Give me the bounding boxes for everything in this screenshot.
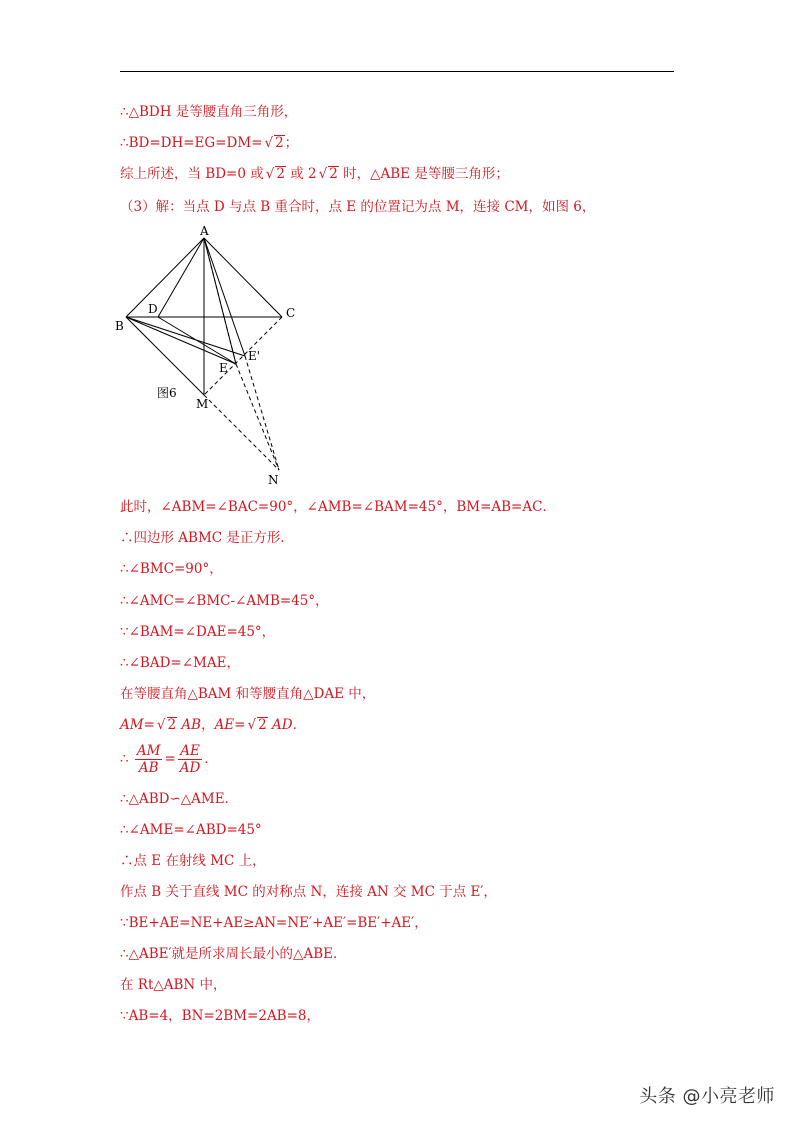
segment-ae-prime (204, 238, 245, 356)
text-line-5: 此时，∠ABM=∠BAC=90°，∠AMB=∠BAM=45°，BM=AB=AC． (120, 499, 556, 515)
var-ad: AD (267, 717, 293, 733)
text-line-17: 作点 B 关于直线 MC 的对称点 N，连接 AN 交 MC 于点 E′， (120, 884, 497, 900)
fraction-am-ab (135, 743, 163, 776)
period: ． (292, 717, 307, 733)
comma: ， (201, 717, 215, 733)
text-line-13 (120, 743, 218, 776)
sqrt-sign: √ (156, 717, 166, 733)
equals: = (143, 717, 155, 733)
var-ae: AE (214, 717, 235, 733)
text-line-2 (120, 134, 298, 152)
text-line-14: ∴△ABD∽△AME． (120, 791, 239, 807)
denominator: AB (138, 760, 159, 776)
text-line-3-mid: 或 2 (290, 166, 317, 182)
text-line-11: 在等腰直角△BAM 和等腰直角△DAE 中， (120, 686, 376, 702)
text-line-8: ∴∠AMC=∠BMC-∠AMB=45°， (120, 593, 329, 609)
label-c: C (286, 306, 296, 320)
figure-caption: 图6 (157, 386, 177, 400)
equals: = (234, 717, 246, 733)
label-e-prime: E' (248, 349, 261, 363)
text-line-1: ∴△BDH 是等腰直角三角形， (120, 104, 298, 120)
period: ． (204, 751, 218, 767)
text-line-20: 在 Rt△ABN 中， (120, 977, 227, 993)
equals: = (164, 751, 176, 767)
fraction-ae-ad (178, 743, 203, 776)
sqrt-sign: √ (265, 166, 275, 182)
sqrt-sign: √ (247, 717, 257, 733)
geometry-figure-6 (112, 220, 312, 495)
text-line-3 (120, 165, 509, 183)
radical: 2 (329, 166, 338, 182)
text-line-7: ∴∠BMC=90°， (120, 561, 223, 577)
label-d: D (148, 302, 158, 316)
numerator: AE (178, 743, 203, 760)
header-rule (120, 71, 674, 72)
label-e: E (219, 361, 228, 375)
var-ab: AB (177, 717, 202, 733)
therefore: ∴ (120, 751, 129, 767)
label-n: N (268, 473, 279, 487)
sqrt-sign: √ (318, 166, 328, 182)
radical: 2 (167, 717, 177, 733)
var-am: AM (120, 717, 144, 733)
watermark: 头条 @小亮老师 (639, 1086, 775, 1107)
numerator: AM (136, 743, 161, 759)
label-m: M (196, 397, 209, 411)
denominator: AD (179, 760, 201, 776)
text-line-9: ∵∠BAM=∠DAE=45°， (120, 624, 276, 640)
text-line-6: ∴四边形 ABMC 是正方形． (120, 530, 294, 546)
text-line-3-pre: 综上所述，当 BD=0 或 (120, 166, 264, 182)
radical: 2 (258, 717, 267, 733)
text-line-15: ∴∠AME=∠ABD=45° (120, 822, 262, 838)
radical: 2 (276, 166, 285, 182)
text-line-19: ∴△ABE′就是所求周长最小的△ABE． (120, 946, 347, 962)
segment-ac (204, 238, 282, 317)
label-b: B (115, 319, 124, 333)
text-line-18: ∵BE+AE=NE+AE≥AN=NE′+AE′=BE′+AE′， (120, 915, 428, 931)
text-line-3-post: 时，△ABE 是等腰三角形； (343, 166, 509, 182)
segment-en-dashed (236, 364, 279, 470)
text-line-21: ∵AB=4，BN=2BM=2AB=8， (120, 1008, 321, 1024)
radical: 2 (275, 135, 284, 151)
text-line-2-post: ； (284, 135, 299, 151)
label-a: A (200, 224, 209, 238)
text-line-10: ∴∠BAD=∠MAE， (120, 655, 240, 671)
text-line-4: （3）解：当点 D 与点 B 重合时，点 E 的位置记为点 M，连接 CM，如图 6， (120, 199, 596, 215)
text-line-2-pre: ∴BD=DH=EG=DM= (120, 135, 263, 151)
segment-be-prime (126, 317, 245, 356)
sqrt-sign: √ (264, 135, 274, 151)
segment-e-prime-n-dashed (245, 356, 279, 470)
segment-cm-dashed (204, 317, 282, 395)
segment-bm (126, 317, 204, 395)
text-line-16: ∴点 E 在射线 MC 上， (120, 853, 266, 869)
text-line-12 (120, 716, 306, 734)
segment-be (126, 317, 236, 364)
